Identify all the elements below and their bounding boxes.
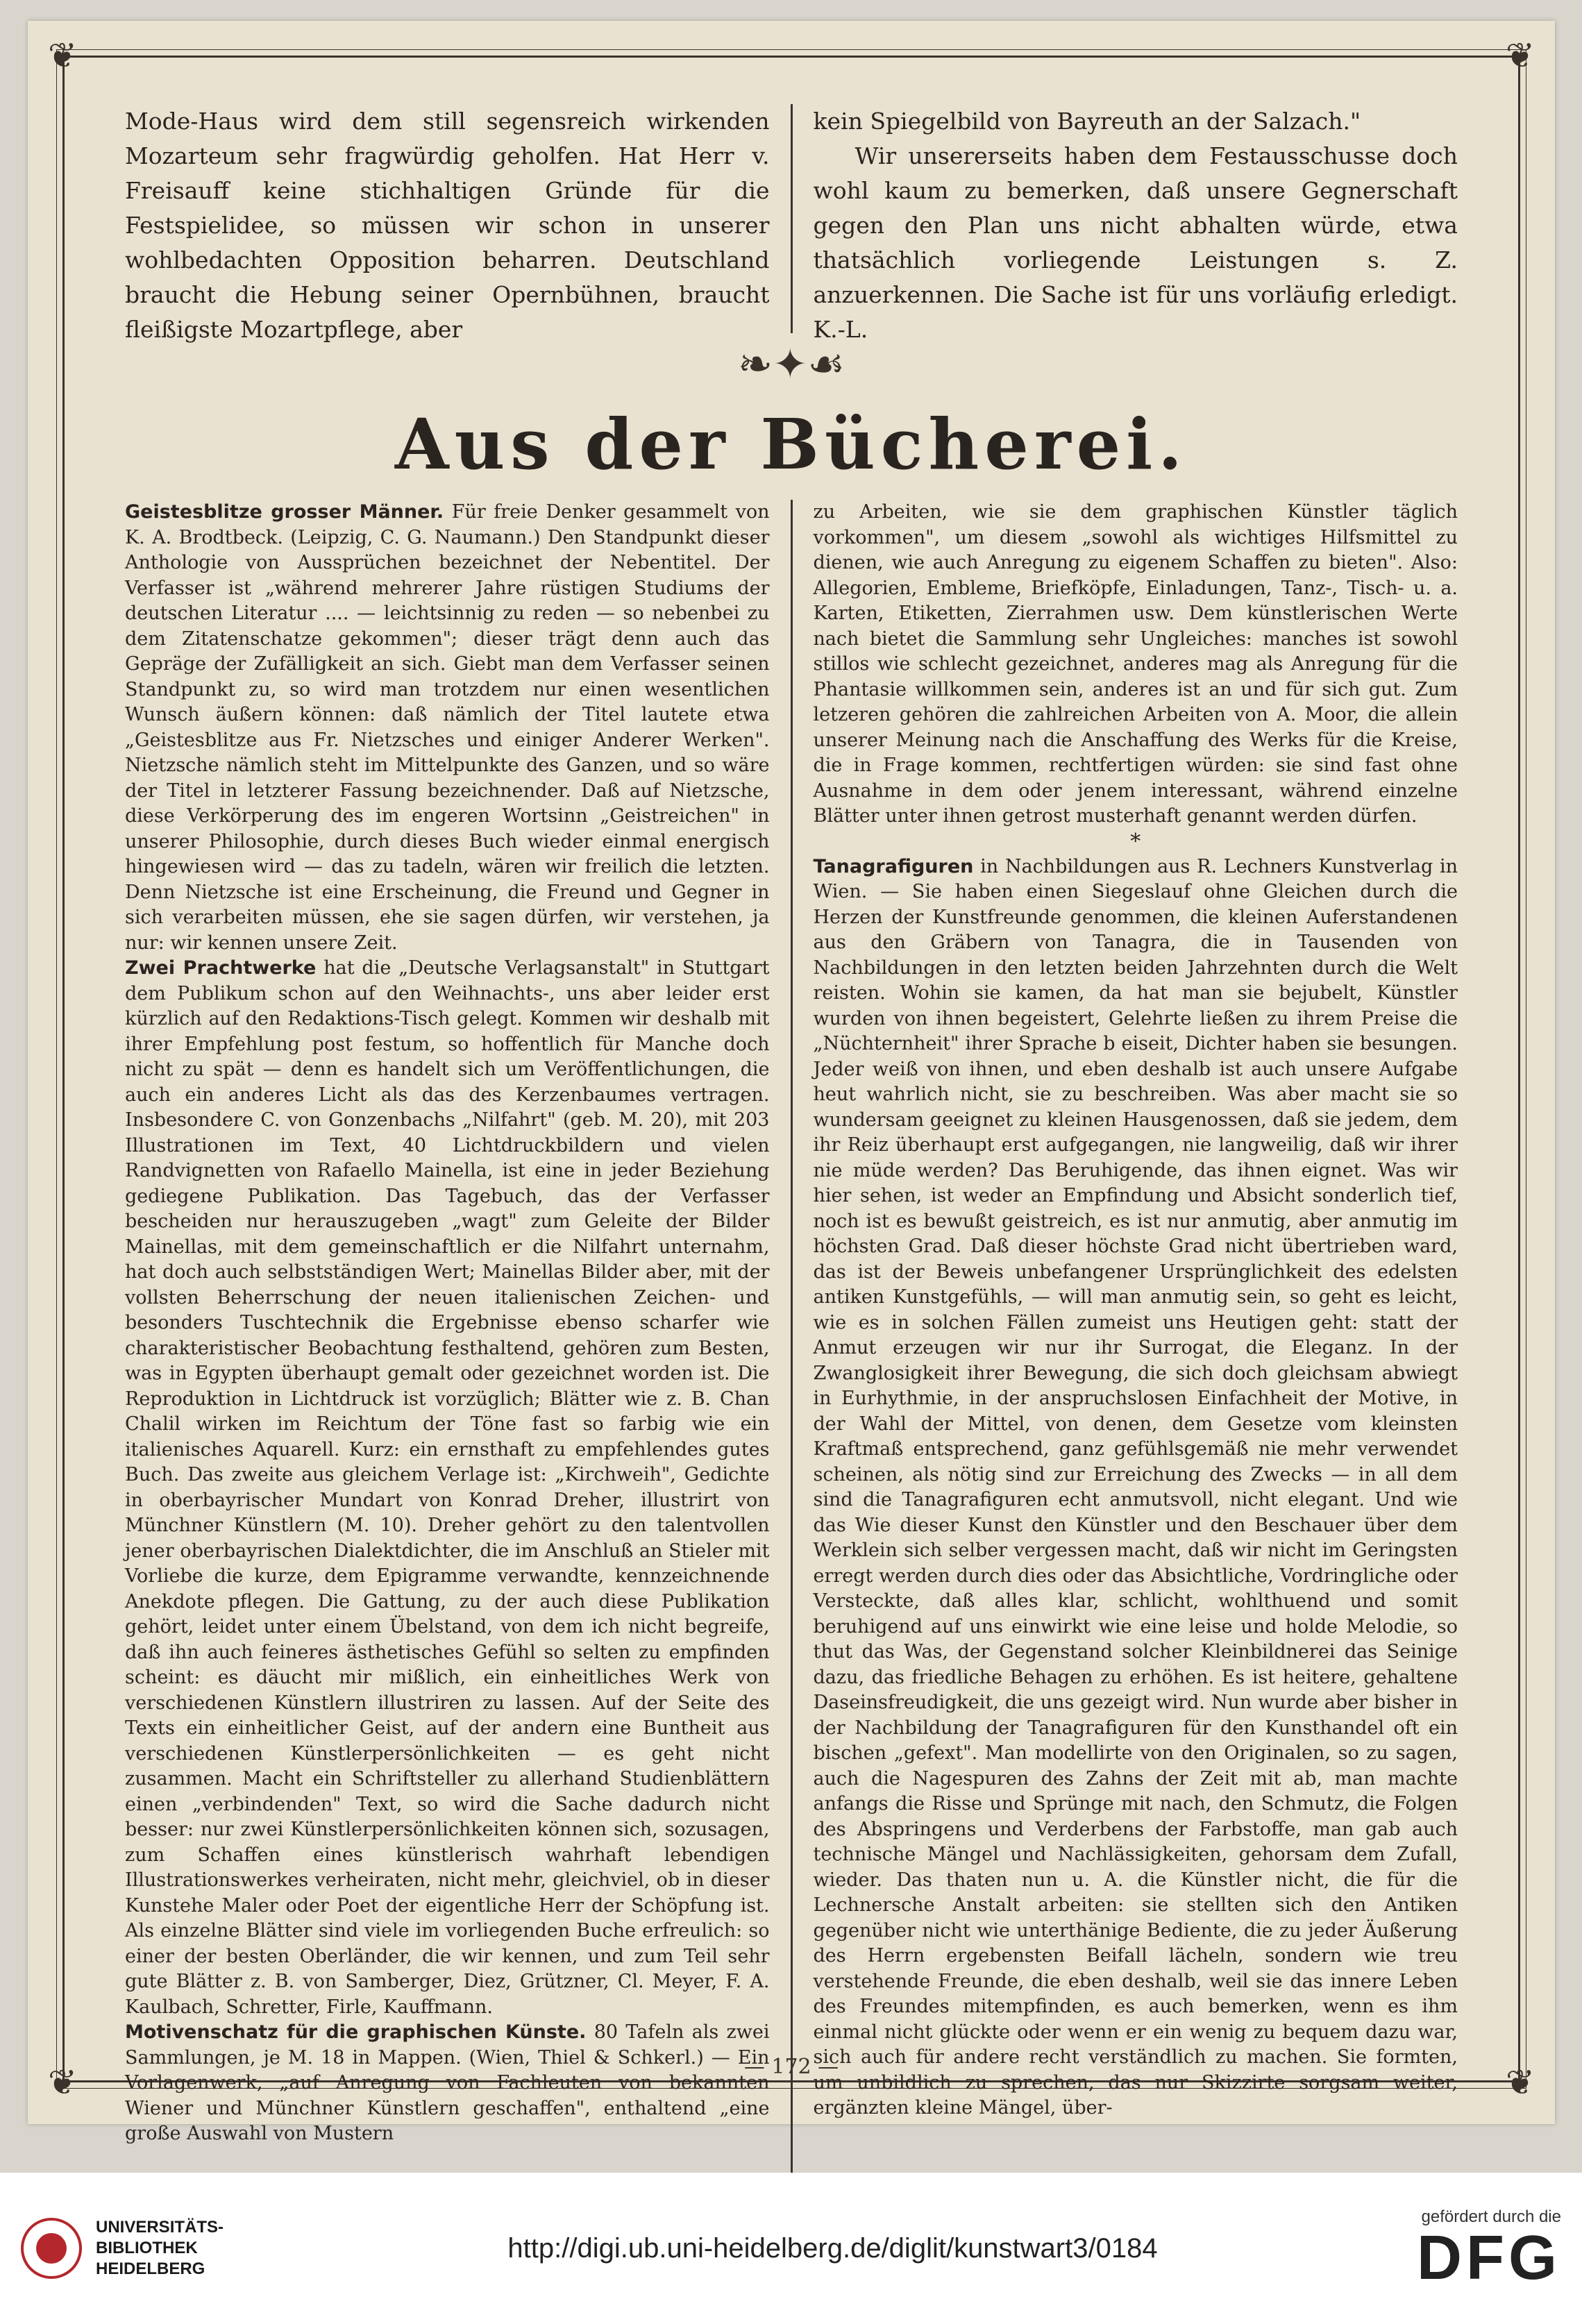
body-left-column <box>104 500 793 2263</box>
funded-by-text: gefördert durch die <box>1421 2207 1561 2226</box>
signature: K.-L. <box>813 316 868 343</box>
section-title: Aus der Bücherei. <box>394 403 1188 485</box>
corner-ornament-icon: ❦ <box>48 2062 77 2103</box>
top-right-paragraph-1: kein Spiegelbild von Bayreuth an der Salzach." <box>813 108 1361 135</box>
source-url[interactable]: http://digi.ub.uni-heidelberg.de/diglit/kunstwart3/0184 <box>507 2232 1158 2264</box>
scroll-ornament-icon: ❧✦☙ <box>737 340 845 389</box>
document-page <box>28 21 1555 2144</box>
corner-ornament-icon: ❦ <box>1506 2062 1535 2103</box>
dfg-logo <box>1353 2207 1561 2293</box>
divider-ornament <box>104 340 1479 396</box>
top-right-paragraph-2: Wir unsererseits haben dem Festausschusse doch wohl kaum zu bemerken, daß unsere Gegnerschaft gegen den Plan uns nicht abhalten würde, etwa thatsächlich vorliegende Leistungen s. Z. anzuerkennen. Die Sache ist für uns vorläufig erledigt. K.-L. <box>813 142 1458 343</box>
review-motivenschatz: Motivenschatz für die graphischen Künste. 80 Tafeln als zwei Sammlungen, je M. 18 in Mappen. (Wien, Thiel & Schkerl.) — Ein Vorlagenwerk, „auf Anregung von Fachleuten von bekannten Wiener und Münchner Künstlern geschaffen", enthaltend „eine große Auswahl von Mustern <box>125 2021 770 2144</box>
top-continuation <box>104 104 1479 343</box>
review-lead: Tanagrafiguren <box>813 855 974 877</box>
review-lead: Motivenschatz für die graphischen Künste. <box>125 2021 587 2043</box>
review-lead: Zwei Prachtwerke <box>125 957 317 979</box>
corner-ornament-icon: ❦ <box>1506 35 1535 76</box>
top-left-column <box>104 104 793 343</box>
review-motivenschatz-cont: zu Arbeiten, wie sie dem graphischen Künstler täglich vorkommen", um diesem „sowohl als wichtiges Hilfsmittel zu dienen, wie auch Anregung zu eigenem Schaffen zu bieten". Also: Allegorien, Embleme, Briefköpfe, Einladungen, Tanz-, Tisch- u. a. Karten, Etiketten, Zierrahmen usw. Dem künstlerischen Werte nach bietet die Sammlung sehr Ungleiches: manches ist sowohl stillos wie schlecht gezeichnet, anderes mag als Anregung für die Phantasie willkommen sein, anderes ist an und für sich gut. Zum letzeren gehören die zahlreichen Arbeiten von A. Moor, die allein unserer Meinung nach die Anschaffung des Werks für die Kreise, die in Frage kommen, rechtfertigen würden: sie sind fast ohne Ausnahme in dem oder jenem interessant, während einzelne Blätter unter ihnen getrost musterhaft genannt werden dürfen. <box>813 501 1458 827</box>
digitization-footer <box>0 2173 1582 2324</box>
review-lead: Geistesblitze grosser Männer. <box>125 501 444 523</box>
top-right-column <box>793 104 1479 343</box>
top-left-paragraph: Mode-Haus wird dem still segensreich wirkenden Mozarteum sehr fragwürdig geholfen. Hat Herr v. Freisauff keine stichhaltigen Gründe für die Festspielidee, so müssen wir schon in unserer wohlbedachten Opposition beharren. Deutschland braucht die Hebung seiner Opernbühnen, braucht fleißigste Mozartpflege, aber <box>125 108 770 343</box>
page-content <box>104 104 1479 2263</box>
review-tanagra: Tanagrafiguren in Nachbildungen aus R. Lechners Kunstverlag in Wien. — Sie haben einen Siegeslauf ohne Gleichen durch die Herzen der Kunstfreunde genommen, die kleinen Auferstandenen aus den Gräbern von Tanagra, die in Tausenden von Nachbildungen in den letzten beiden Jahrzehnten durch die Welt reisten. Wohin sie kamen, da hat man sie bejubelt, Künstler wurden von ihnen begeistert, Gelehrte ließen zu ihrem Preise die „Nüchternheit" ihrer Sprache b eiseit, Dichter haben sie besungen. Jeder weiß von ihnen, und eben deshalb ist auch unsere Aufgabe heut wahrlich nicht, sie zu beschreiben. Was aber macht sie so wundersam geeignet zu kleinen Hausgenossen, daß sie jedem, dem ihr Reiz überhaupt erst aufgegangen, nie langweilig, daß wir ihrer nie müde werden? Das Beruhigende, das ihnen eignet. Was wir hier sehen, ist weder an Empfindung und Absicht sonderlich tief, noch ist es bewußt geistreich, es ist nur anmutig, aber anmutig im höchsten Grad. Daß dieser höchste Grad nicht übertrieben ward, das ist der Beweis unbefangener Ursprünglichkeit des edelsten antiken Kunstgefühls, — will man anmutig sein, so geht es leicht, wie es in solchen Fällen zumeist uns Heutigen geht: statt der Anmut erzeugen wir nur ihr Surrogat, die Eleganz. In der Zwanglosigkeit ihrer Bewegung, die sich doch gleichsam abwiegt in Eurhythmie, in der anspruchslosen Einfachheit der Motive, in der Wahl der Mittel, von denen, dem Gesetze vom kleinsten Kraftmaß entsprechend, ganz gefühlsgemäß nie mehr verwendet scheinen, als nötig sind zur Erreichung des Zwecks — in all dem sind die Tanagrafiguren echt anmutsvoll, nicht elegant. Und wie das Wie dieser Kunst den Künstler und den Beschauer über dem Werklein sich selber vergessen macht, daß wir nicht im Geringsten erregt werden durch dies oder das Absichtliche, Vordringliche oder Versteckte, daß alles klar, schlicht, wohlthuend und somit beruhigend auf uns einwirkt wie eine leise und holde Melodie, so thut das Was, der Gegenstand solcher Kleinbildnerei das Seinige dazu, das friedliche Behagen zu erhöhen. Es ist heitere, gehaltene Daseinsfreudigkeit, die uns gezeigt wird. Nun wurde aber bisher in der Nachbildung der Tanagrafiguren für den Kunsthandel oft ein bischen „gefext". Man modellirte von den Originalen, so zu sagen, auch die Nagespuren des Zahns der Zeit mit ab, man machte anfangs die Risse und Sprünge mit nach, den Schmutz, die Folgen des Abspringens und Verderbens der Farbstoffe, man gab auch technische Mängel und Nachlässigkeiten, gehorsam dem Zufall, wieder. Das thaten nun u. A. die Künstler nicht, die für die Lechnersche Anstalt arbeiten: sie stellten sich den Antiken gegenüber nicht wie unterthänige Bediente, die zu jeder Äußerung des Herrn ergebensten Beifall lächeln, sondern wie treu verstehende Freunde, die eben deshalb, weil sie das innere Leben des Freundes mitempfinden, es auch bemerken, wenn es ihm einmal nicht glückte oder wenn er ein wenig zu bequem dazu war, sich auch für andere recht verständlich zu machen. Sie formten, um unbildlich zu sprechen, das nur Skizzirte sorgsam weiter, ergänzten kleine Mängel, über- <box>813 855 1458 2119</box>
university-seal-icon <box>21 2218 82 2279</box>
review-geistesblitze: Geistesblitze grosser Männer. Für freie Denker gesammelt von K. A. Brodtbeck. (Leipzig, C. G. Naumann.) Den Standpunkt dieser Anthologie von Aussprüchen bezeichnet der Nebentitel. Der Verfasser ist „während mehrerer Jahre rüstigen Studiums der deutschen Literatur .... — leichtsinnig zu reden — so nebenbei zu dem Zitatenschatze gekommen"; dieser trägt denn auch das Gepräge der Zufälligkeit an sich. Giebt man dem Verfasser seinen Standpunkt zu, so wird man trotzdem nur einen wesentlichen Wunsch äußern können: daß nämlich der Titel lautete etwa „Geistesblitze aus Fr. Nietzsches und einiger Anderer Werken". Nietzsche nämlich steht im Mittelpunkte des Ganzen, und so wäre der Titel in letzterer Fassung bezeichnender. Daß auf Nietzsche, diese Verkörperung des im engeren Wortsinn „Geistreichen" in unserer Philosophie, durch dieses Buch wieder einmal energisch hingewiesen wird — das zu tadeln, wären wir freilich die letzten. Denn Nietzsche ist eine Erscheinung, die Freund und Gegner in sich verarbeiten müssen, ehe sie sagen dürfen, wir verstehen, ja nur: wir kennen unsere Zeit. <box>125 501 770 954</box>
corner-ornament-icon: ❦ <box>48 35 77 76</box>
separator-star: * <box>1130 829 1141 854</box>
university-name: UNIVERSITÄTS- BIBLIOTHEK HEIDELBERG <box>96 2218 224 2278</box>
body-right-column <box>793 500 1479 2263</box>
body-columns <box>104 500 1479 2263</box>
university-library-logo <box>21 2217 312 2280</box>
review-prachtwerke: Zwei Prachtwerke hat die „Deutsche Verlagsanstalt" in Stuttgart dem Publikum schon auf den Weihnachts-, uns aber leider erst kürzlich auf den Redaktions-Tisch gelegt. Kommen wir deshalb mit ihrer Empfehlung post festum, so hoffentlich für Manche doch nicht zu spät — denn es handelt sich um Veröffentlichungen, die auch ein anderes Licht als das des Kerzenbaumes vertragen. Insbesondere C. von Gonzenbachs „Nilfahrt" (geb. M. 20), mit 203 Illustrationen im Text, 40 Lichtdruckbildern und vielen Randvignetten von Rafaello Mainella, ist eine in jeder Beziehung gediegene Publikation. Das Tagebuch, das der Verfasser bescheiden nur herauszugeben „wagt" zum Geleite der Bilder Mainellas, mit dem gemeinschaftlich er die Nilfahrt unternahm, hat doch auch selbstständigen Wert; Mainellas Bilder aber, mit der vollsten Beherrschung der neuen italienischen Zeichen- und besonders Tuschtechnik die Ergebnisse ebenso scharfer wie charakteristischer Beobachtung festhaltend, gehören zum Besten, was in Egypten überhaupt gemalt oder gezeichnet worden ist. Die Reproduktion in Lichtdruck ist vorzüglich; Blätter wie z. B. Chan Chalil wirken im Reichtum der Töne fast so farbig wie ein italienisches Aquarell. Kurz: ein ernsthaft zu empfehlendes gutes Buch. Das zweite aus gleichem Verlage ist: „Kirchweih", Gedichte in oberbayrischer Mundart von Konrad Dreher, illustrirt von Münchner Künstlern (M. 10). Dreher gehört zu den talentvollen jener oberbayrischen Dialektdichter, die im Anschluß an Stieler mit Vorliebe die kurze, dem Epigramme verwandte, kennzeichnende Anekdote pflegen. Die Gattung, zu der auch diese Publikation gehört, leidet unter einem Übelstand, von dem ich nicht begreife, daß ihn auch feineres ästhetisches Gefühl so selten zu empfinden scheint: es däucht mir mißlich, ein einheitliches Werk von verschiedenen Künstlern illustriren zu lassen. Auf der Seite des Texts ein einheitlicher Geist, auf der andern eine Buntheit aus verschiedenen Künstlerpersönlichkeiten — es geht nicht zusammen. Macht ein Schriftsteller zu allerhand Studienblättern einen „verbindenden" Text, so wird die Sache dadurch nicht besser: nur zwei Künstlerpersönlichkeiten können sich, sozusagen, zum Schaffen eines künstlerisch wahrhaft lebendigen Illustrationswerkes verheiraten, nicht mehr, gleichviel, ob in dieser Kunstehe Maler oder Poet der eigentliche Herr der Schöpfung ist. Als einzelne Blätter sind viele im vorliegenden Buche erfreulich: so einer der besten Oberländer, die wir kennen, und zum Teil sehr gute Blätter z. B. von Samberger, Diez, Grützner, Cl. Meyer, F. A. Kaulbach, Schretter, Firle, Kauffmann. <box>125 957 770 2018</box>
dfg-wordmark: DFG <box>1417 2223 1561 2293</box>
page-number: — 172 — <box>743 2055 839 2079</box>
